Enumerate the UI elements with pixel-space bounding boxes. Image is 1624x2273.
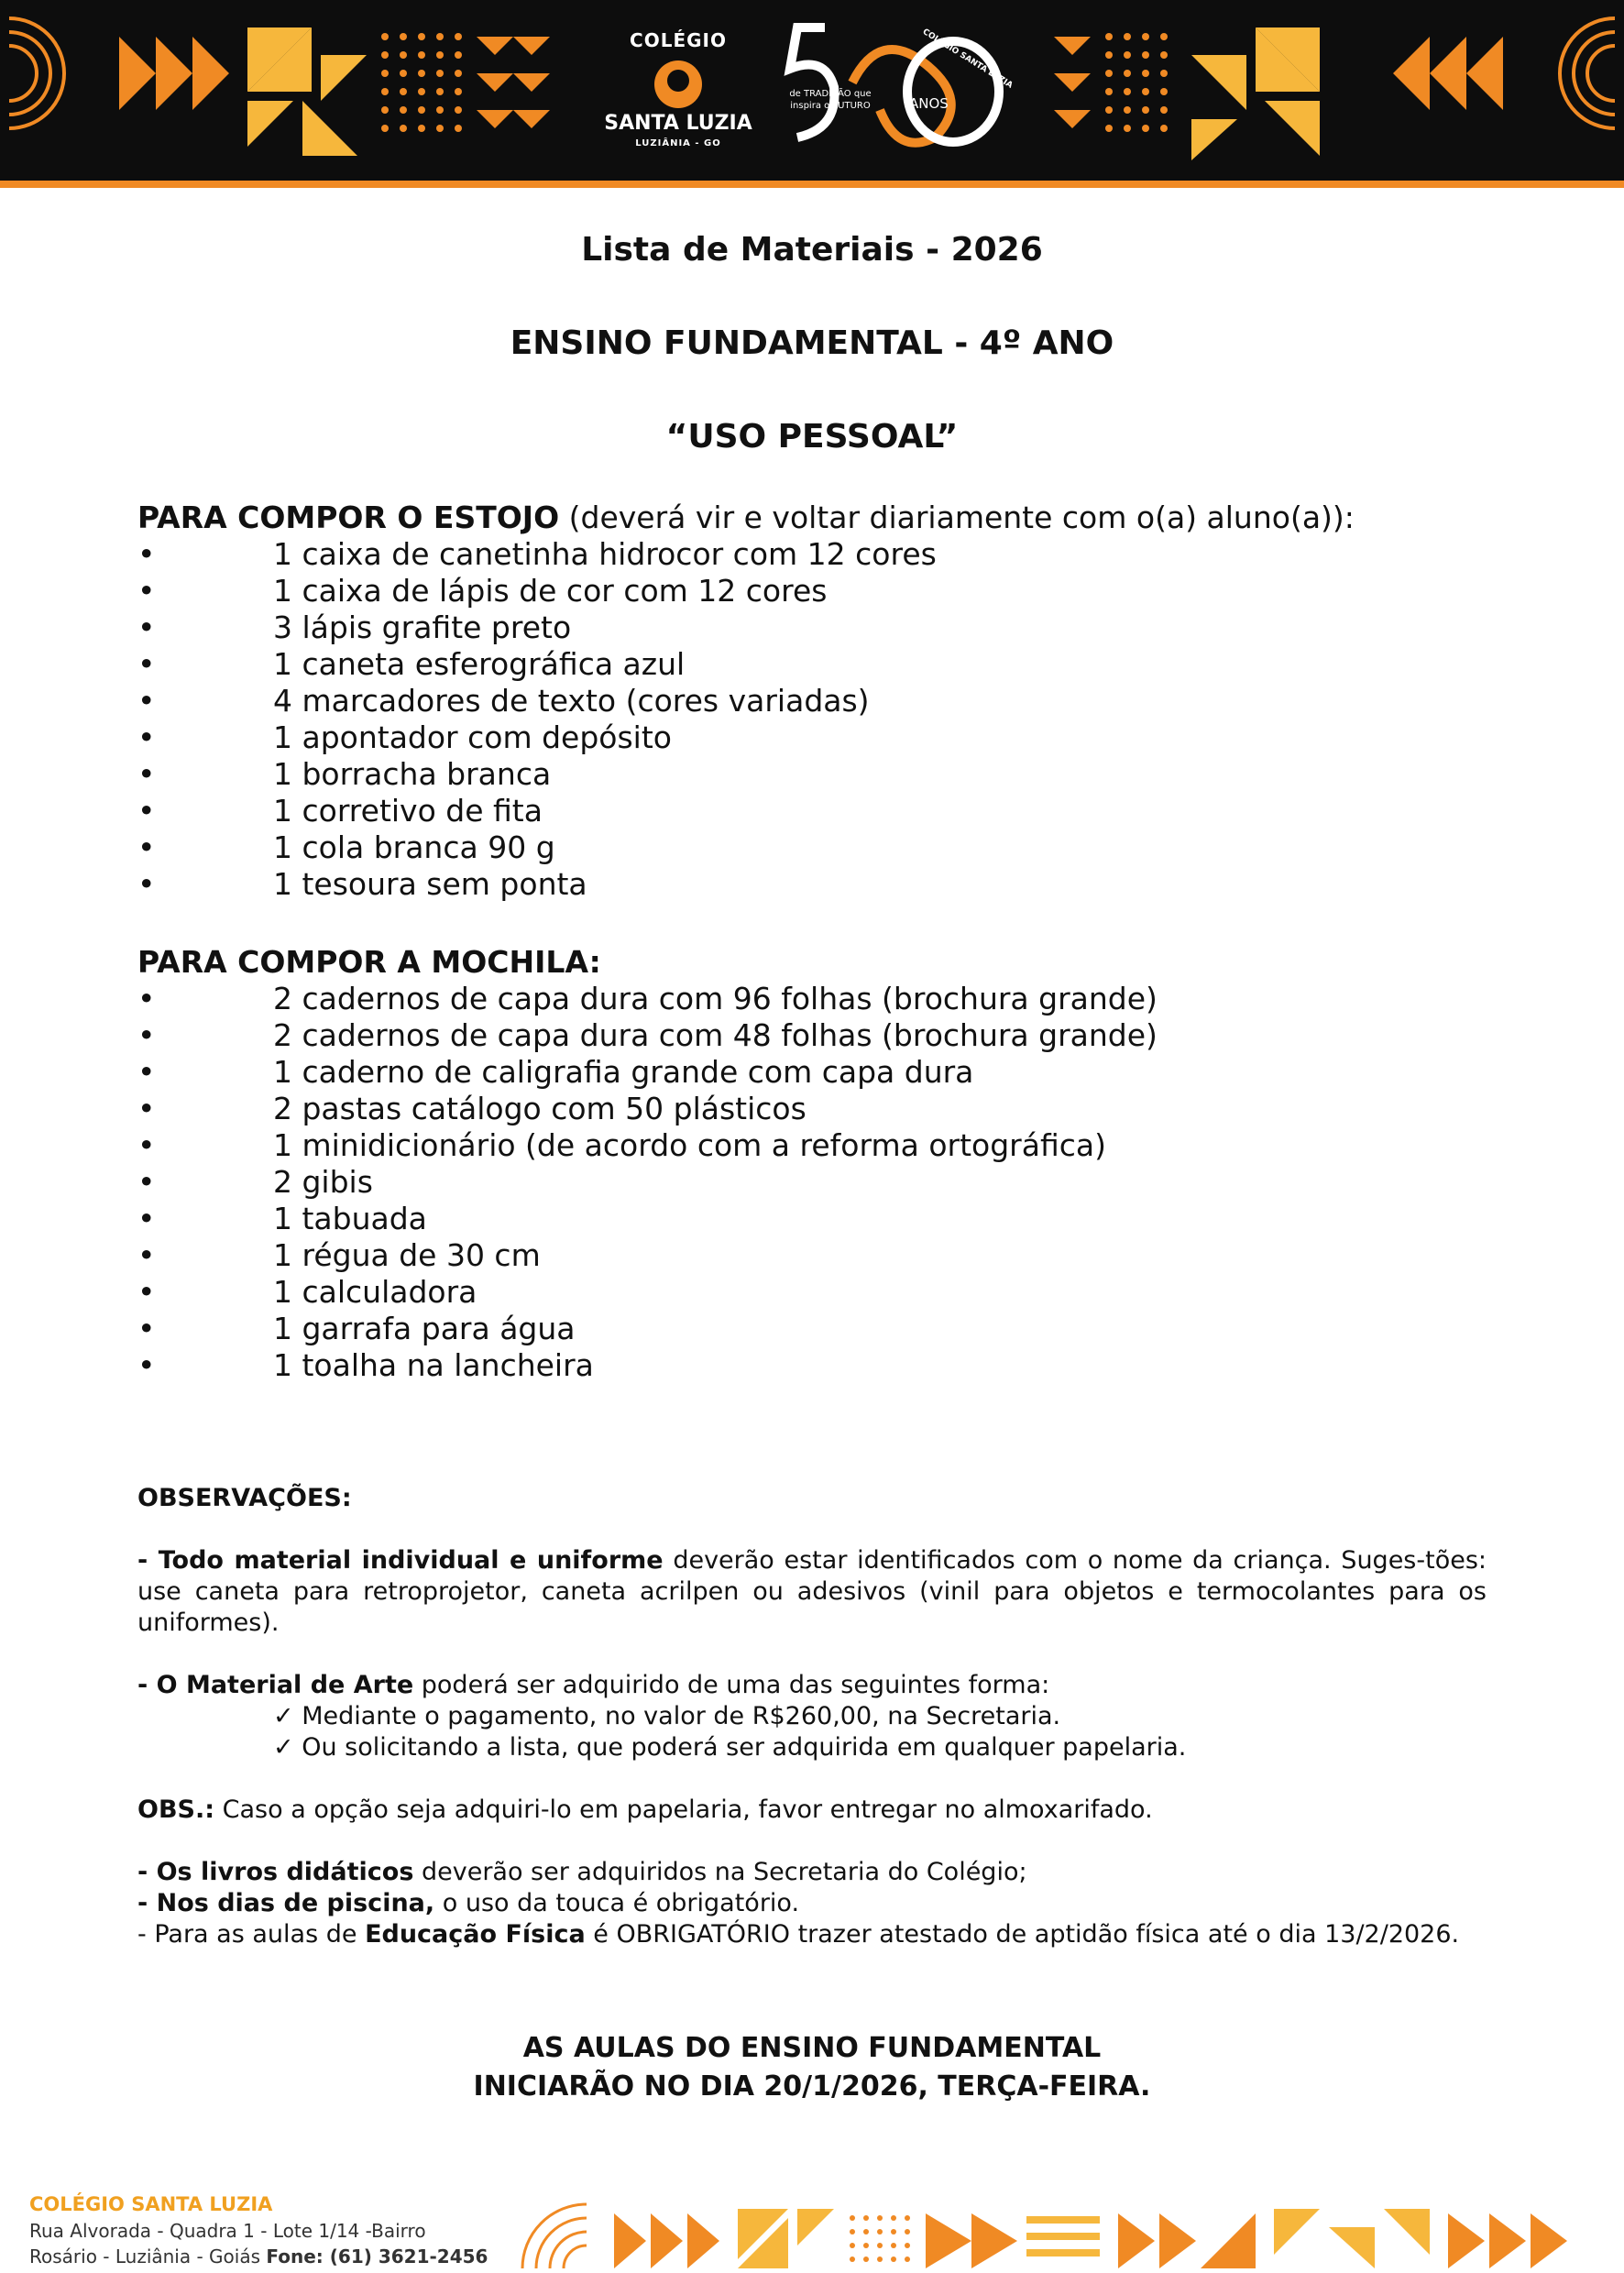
- estojo-item: [137, 756, 1512, 793]
- mochila-item: [137, 1164, 1512, 1201]
- estojo-item: [137, 609, 1512, 646]
- estojo-section: [137, 500, 1512, 903]
- footer-contact: [29, 2191, 488, 2269]
- obs-check-2: ✓ Ou solicitando a lista, que poderá ser adquirida em qualquer papelaria.: [273, 1733, 1187, 1762]
- estojo-list: [137, 536, 1512, 903]
- bullet-icon: •: [137, 1017, 156, 1053]
- mochila-item: [137, 1311, 1512, 1347]
- footer-phone-label: Fone:: [266, 2246, 324, 2268]
- item-text: 4 marcadores de texto (cores variadas): [273, 683, 870, 719]
- anniversary-tagline-2: inspira o FUTURO: [790, 101, 871, 111]
- item-text: 1 caneta esferográfica azul: [273, 646, 686, 682]
- estojo-item: [137, 866, 1512, 903]
- bullet-icon: •: [137, 1164, 156, 1200]
- obs-books-bold: - Os livros didáticos: [137, 1858, 414, 1886]
- bullet-icon: •: [137, 829, 156, 865]
- mochila-item: [137, 981, 1512, 1017]
- use-title: “USO PESSOAL”: [665, 418, 959, 456]
- bullet-icon: •: [137, 1054, 156, 1090]
- obs-p2-bold: - O Material de Arte: [137, 1671, 414, 1699]
- item-text: 1 minidicionário (de acordo com a reforma ortográfica): [273, 1127, 1106, 1163]
- obs-pe-post: é OBRIGATÓRIO trazer atestado de aptidão física até o dia 13/2/2026.: [585, 1920, 1460, 1949]
- estojo-heading-note: (deverá vir e voltar diariamente com o(a) aluno(a)):: [559, 500, 1355, 535]
- item-text: 1 caderno de caligrafia grande com capa dura: [273, 1054, 974, 1090]
- item-text: 2 cadernos de capa dura com 96 folhas (brochura grande): [273, 981, 1158, 1016]
- obs-pool: [137, 1888, 1487, 1919]
- obs-physical-education: [137, 1919, 1487, 1950]
- obs-note: [137, 1795, 1487, 1826]
- bullet-icon: •: [137, 793, 156, 829]
- bullet-icon: •: [137, 1127, 156, 1163]
- estojo-heading-bold: PARA COMPOR O ESTOJO: [137, 500, 560, 535]
- bullet-icon: •: [137, 1347, 156, 1383]
- item-text: 1 régua de 30 cm: [273, 1237, 541, 1273]
- bullet-icon: •: [137, 866, 156, 902]
- footer-address-2-text: Rosário - Luziânia - Goiás: [29, 2246, 267, 2268]
- obs-pool-text: o uso da touca é obrigatório.: [434, 1889, 800, 1917]
- classes-start-notice: [0, 2029, 1624, 2106]
- estojo-item: [137, 646, 1512, 683]
- mochila-item: [137, 1237, 1512, 1274]
- observations-heading-text: OBSERVAÇÕES:: [137, 1484, 352, 1512]
- bullet-icon: •: [137, 683, 156, 719]
- mochila-section: [137, 944, 1512, 1384]
- footer-pattern: [513, 2191, 1624, 2273]
- obs-pe-pre: - Para as aulas de: [137, 1920, 366, 1949]
- estojo-heading: [137, 500, 1512, 536]
- item-text: 1 garrafa para água: [273, 1311, 576, 1346]
- bullet-icon: •: [137, 536, 156, 572]
- mochila-item: [137, 1127, 1512, 1164]
- footer-school-name: COLÉGIO SANTA LUZIA: [29, 2193, 273, 2215]
- item-text: 3 lápis grafite preto: [273, 609, 572, 645]
- item-text: 1 borracha branca: [273, 756, 552, 792]
- obs-art-material: [137, 1670, 1487, 1701]
- obs-p1-text: deverão estar identificados com o nome da criança. Suges-tões: use caneta para retroprojetor, caneta acrilpen ou adesivos (vinil para objetos e termocolantes para os uniformes).: [137, 1546, 1487, 1637]
- obs-note-text: Caso a opção seja adquiri-lo em papelaria, favor entregar no almoxarifado.: [214, 1795, 1153, 1824]
- item-text: 1 toalha na lancheira: [273, 1347, 594, 1383]
- item-text: 1 cola branca 90 g: [273, 829, 555, 865]
- item-text: 1 tabuada: [273, 1201, 427, 1236]
- anniversary-anos: ANOS: [909, 95, 949, 112]
- obs-books-text: deverão ser adquiridos na Secretaria do Colégio;: [413, 1858, 1027, 1886]
- bullet-icon: •: [137, 719, 156, 755]
- bullet-icon: •: [137, 573, 156, 609]
- estojo-item: [137, 793, 1512, 829]
- mochila-item: [137, 1201, 1512, 1237]
- bullet-icon: •: [137, 756, 156, 792]
- mochila-item: [137, 1347, 1512, 1384]
- footer-address-1: Rua Alvorada - Quadra 1 - Lote 1/14 -Bairro: [29, 2220, 426, 2242]
- obs-pe-bold: Educação Física: [365, 1920, 586, 1949]
- level-title: ENSINO FUNDAMENTAL - 4º ANO: [510, 324, 1114, 362]
- item-text: 2 gibis: [273, 1164, 373, 1200]
- bullet-icon: •: [137, 1091, 156, 1126]
- obs-material-identification: [137, 1545, 1487, 1639]
- bullet-icon: •: [137, 646, 156, 682]
- logo-top-text: COLÉGIO: [630, 29, 727, 51]
- obs-check-1: ✓ Mediante o pagamento, no valor de R$260,00, na Secretaria.: [273, 1702, 1061, 1730]
- bullet-icon: •: [137, 981, 156, 1016]
- notice-line-2: INICIARÃO NO DIA 20/1/2026, TERÇA-FEIRA.: [473, 2070, 1151, 2103]
- item-text: 1 tesoura sem ponta: [273, 866, 587, 902]
- estojo-item: [137, 573, 1512, 609]
- bullet-icon: •: [137, 609, 156, 645]
- mochila-item: [137, 1091, 1512, 1127]
- estojo-item: [137, 719, 1512, 756]
- estojo-item: [137, 536, 1512, 573]
- anniversary-arc-text: COLÉGIO SANTA LUZIA: [920, 27, 1015, 91]
- item-text: 1 caixa de lápis de cor com 12 cores: [273, 573, 828, 609]
- item-text: 2 pastas catálogo com 50 plásticos: [273, 1091, 807, 1126]
- observations-section: [137, 1483, 1487, 1950]
- school-logo: [587, 24, 770, 161]
- item-text: 2 cadernos de capa dura com 48 folhas (brochura grande): [273, 1017, 1158, 1053]
- obs-p1-bold: - Todo material individual e uniforme: [137, 1546, 664, 1575]
- observations-heading: [137, 1483, 1487, 1514]
- mochila-item: [137, 1054, 1512, 1091]
- obs-p2-text: poderá ser adquirido de uma das seguintes forma:: [413, 1671, 1050, 1699]
- bullet-icon: •: [137, 1237, 156, 1273]
- footer-phone: (61) 3621-2456: [323, 2246, 488, 2268]
- estojo-item: [137, 683, 1512, 719]
- item-text: 1 calculadora: [273, 1274, 477, 1310]
- logo-city-text: LUZIÂNIA - GO: [635, 138, 721, 148]
- bullet-icon: •: [137, 1201, 156, 1236]
- item-text: 1 corretivo de fita: [273, 793, 543, 829]
- footer-address-2: [29, 2244, 488, 2269]
- header-banner: [0, 0, 1624, 188]
- notice-line-1: AS AULAS DO ENSINO FUNDAMENTAL: [522, 2032, 1102, 2064]
- item-text: 1 apontador com depósito: [273, 719, 672, 755]
- bullet-icon: •: [137, 1311, 156, 1346]
- bullet-icon: •: [137, 1274, 156, 1310]
- logo-name-text: SANTA LUZIA: [604, 112, 752, 135]
- mochila-heading: [137, 944, 1512, 981]
- mochila-item: [137, 1017, 1512, 1054]
- mochila-heading-bold: PARA COMPOR A MOCHILA:: [137, 944, 601, 980]
- page-title: Lista de Materiais - 2026: [581, 231, 1043, 269]
- item-text: 1 caixa de canetinha hidrocor com 12 cores: [273, 536, 937, 572]
- obs-books: [137, 1857, 1487, 1888]
- estojo-item: [137, 829, 1512, 866]
- obs-pool-bold: - Nos dias de piscina,: [137, 1889, 435, 1917]
- obs-note-bold: OBS.:: [137, 1795, 215, 1824]
- mochila-item: [137, 1274, 1512, 1311]
- anniversary-tagline-1: de TRADIÇÃO que: [789, 89, 872, 99]
- mochila-list: [137, 981, 1512, 1384]
- anniversary-tagline: [775, 88, 885, 112]
